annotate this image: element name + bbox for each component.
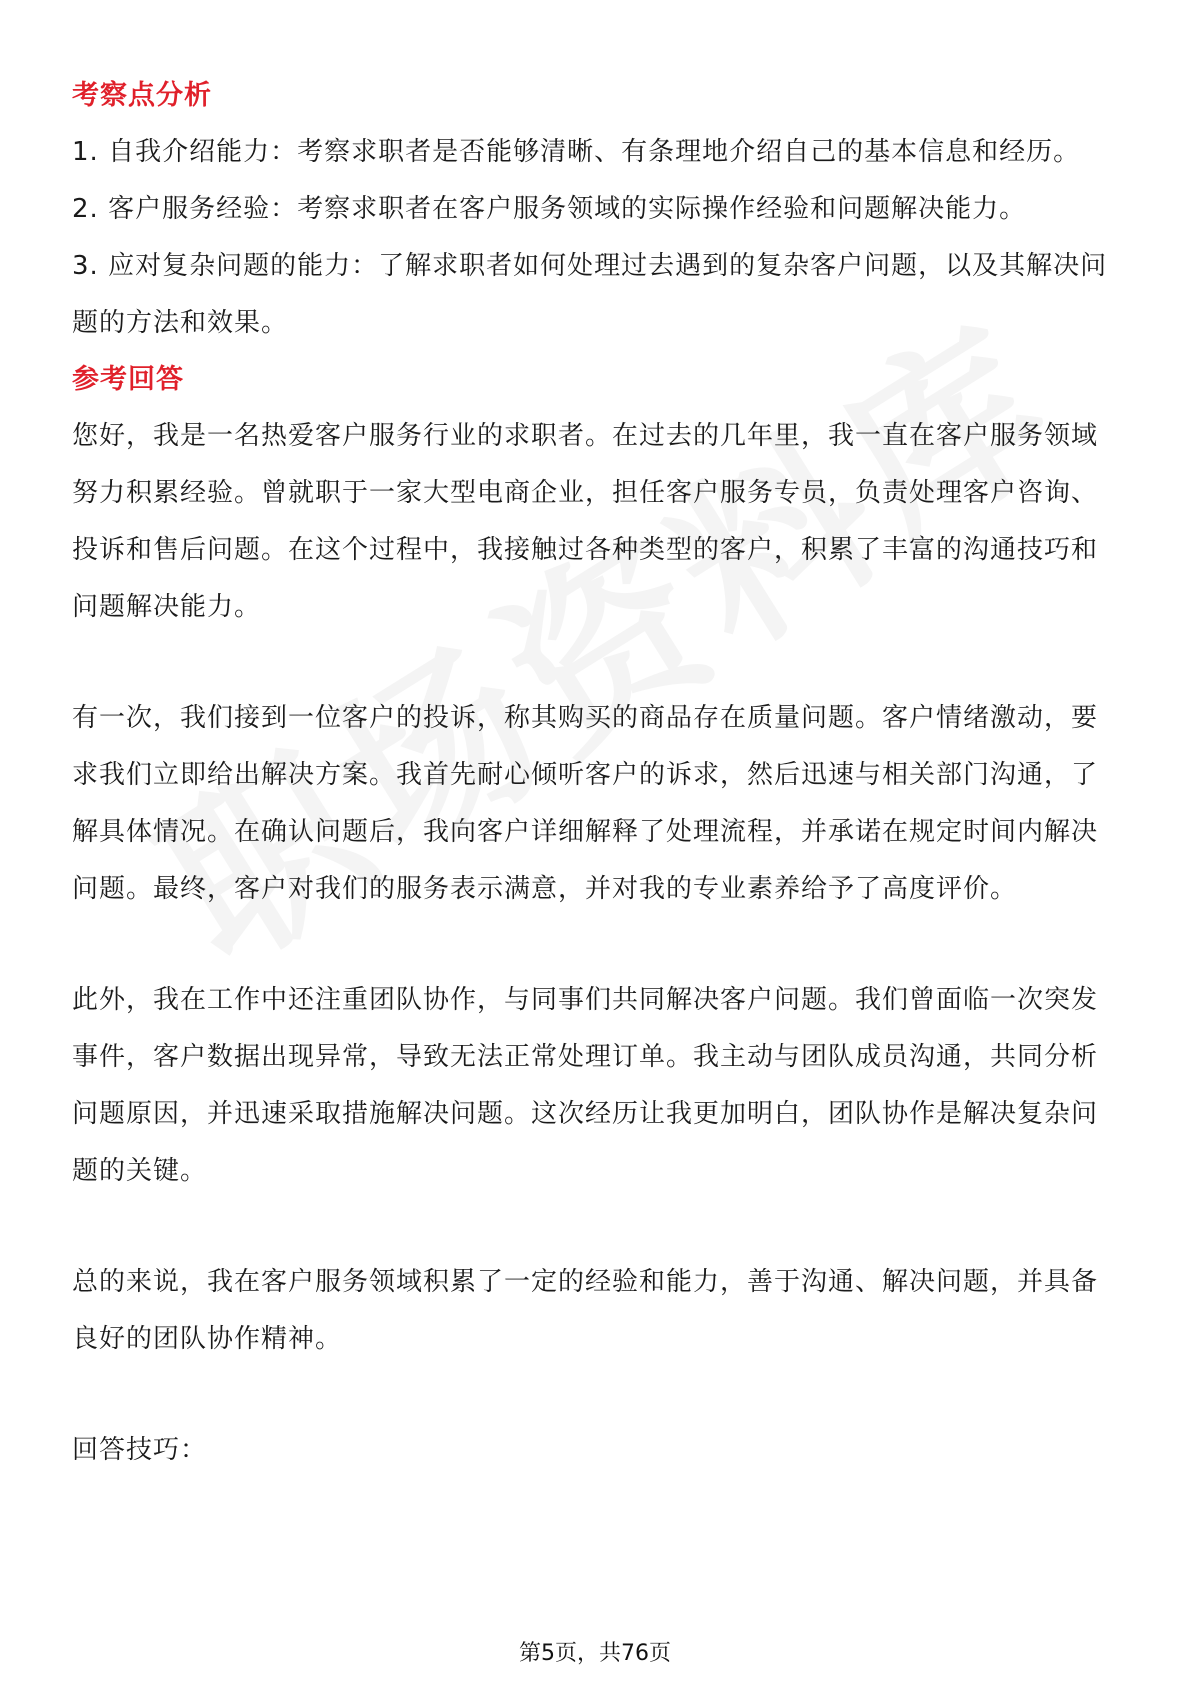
answer-paragraph: 总的来说，我在客户服务领域积累了一定的经验和能力，善于沟通、解决问题，并具备良好的团队协作精神。 <box>72 1267 1099 1354</box>
answer-paragraph: 有一次，我们接到一位客户的投诉，称其购买的商品存在质量问题。客户情绪激动，要求我们立即给出解决方案。我首先耐心倾听客户的诉求，然后迅速与相关部门沟通，了解具体情况。在确认问题后，我向客户详细解释了处理流程，并承诺在规定时间内解决问题。最终，客户对我们的服务表示满意，并对我的专业素养给予了高度评价。 <box>72 703 1099 904</box>
page-number: 第5页，共76页 <box>519 1641 671 1666</box>
analysis-item: 1. 自我介绍能力：考察求职者是否能够清晰、有条理地介绍自己的基本信息和经历。 <box>72 137 1081 167</box>
analysis-item: 3. 应对复杂问题的能力：了解求职者如何处理过去遇到的复杂客户问题，以及其解决问题的方法和效果。 <box>72 251 1108 338</box>
answer-paragraph: 您好，我是一名热爱客户服务行业的求职者。在过去的几年里，我一直在客户服务领域努力积累经验。曾就职于一家大型电商企业，担任客户服务专员，负责处理客户咨询、投诉和售后问题。在这个过程中，我接触过各种类型的客户，积累了丰富的沟通技巧和问题解决能力。 <box>72 421 1099 622</box>
tips-heading: 回答技巧： <box>72 1435 208 1465</box>
section-title-answer: 参考回答 <box>72 364 184 395</box>
analysis-item: 2. 客户服务经验：考察求职者在客户服务领域的实际操作经验和问题解决能力。 <box>72 194 1027 224</box>
answer-paragraph: 此外，我在工作中还注重团队协作，与同事们共同解决客户问题。我们曾面临一次突发事件，客户数据出现异常，导致无法正常处理订单。我主动与团队成员沟通，共同分析问题原因，并迅速采取措施解决问题。这次经历让我更加明白，团队协作是解决复杂问题的关键。 <box>72 985 1099 1186</box>
page-content <box>72 72 1122 1479</box>
section-title-analysis: 考察点分析 <box>72 80 212 111</box>
